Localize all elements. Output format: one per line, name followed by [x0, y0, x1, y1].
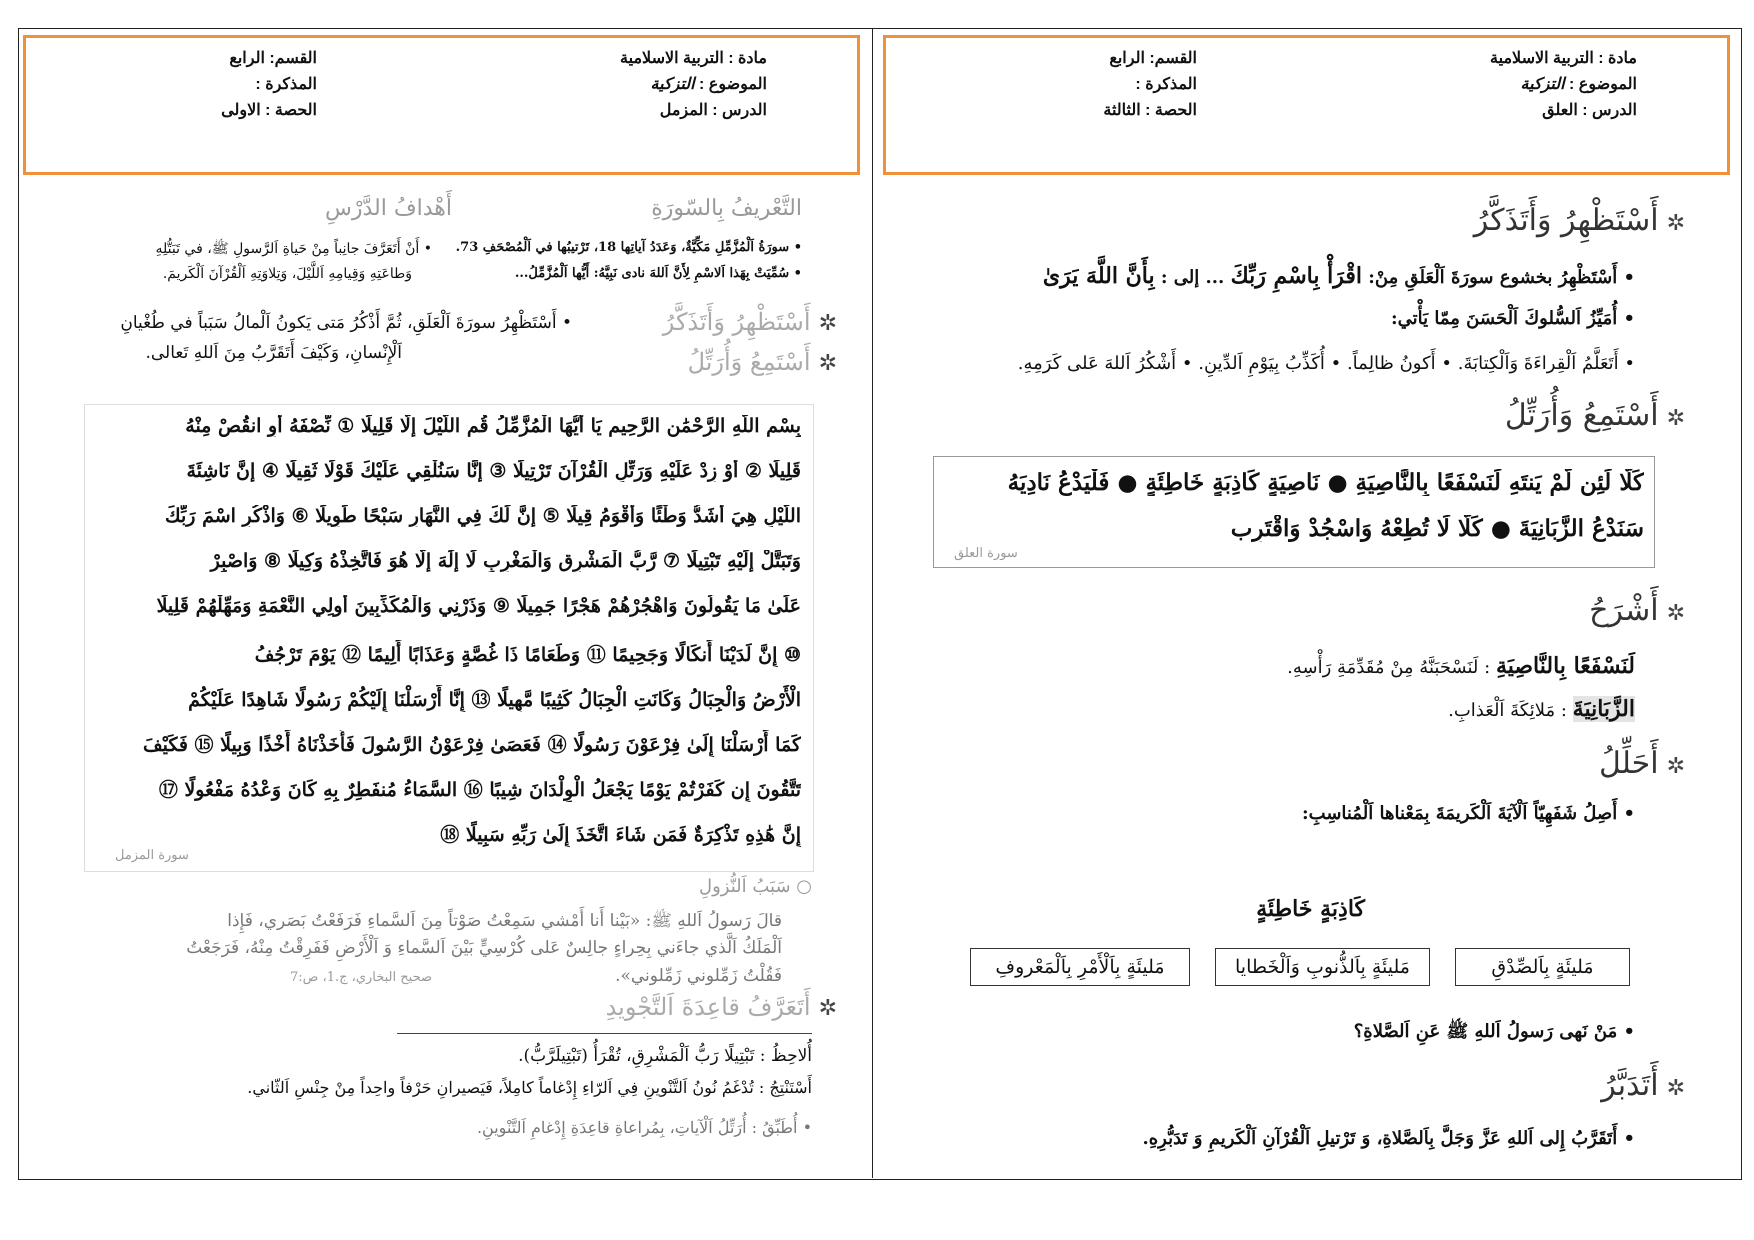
observe-line: أُلاحِظُ : تَبْتِيلًا رَبُّ اَلْمَشْرِقِ، تُقْرَأُ (تَبْتِيلَرَّبُّ).	[518, 1046, 812, 1066]
memo-label: المذكرة :	[1135, 76, 1197, 93]
section-tajweed: ✲أَتَعَرَّفُ قاعِدَةَ اَلتَّجْويدِ	[605, 993, 837, 1021]
section-analyze: ✲أَحَلِّلُ	[1599, 746, 1685, 781]
occasion-line-3: فَقُلْتُ زَمِّلوني زَمِّلوني».	[615, 966, 782, 986]
reflect-line: • أَتَقَرَّبُ إِلى اَللهِ عَزَّ وَجَلَّ بِاَلصَّلاةِ، وَ تَرْتيلِ اَلْقُرْآنِ اَلْكَريمِ وَ تَدَبُّرِهِ.	[1142, 1128, 1635, 1149]
subject-label: مادة : التربية الاسلامية	[620, 50, 767, 67]
star-icon: ✲	[818, 311, 837, 336]
memorize-line-2: اَلْإِنْسانِ، وَكَيْفَ أَتَقَرَّبُ مِنَ اَللهِ تَعالى.	[145, 343, 402, 363]
verse-line-8: كَمَا أَرْسَلْنَا إِلَىٰ فِرْعَوْنَ رَسُولًا ⑭ فَعَصَىٰ فِرْعَوْنُ الرَّسُولَ فَأَخَذْنَاهُ أَخْذًا وَبِيلًا ⑮ فَكَيْفَ	[142, 734, 801, 756]
goal-item-1: • أَنْ أَتَعَرَّفَ جانِباً مِنْ حَياةِ اَلرَّسولِ ﷺ، في تَبَتُّلِهِ	[155, 241, 432, 257]
verse-line-1: بِسْمِ اللَّهِ الرَّحْمَٰنِ الرَّحِيمِ يَا أَيُّهَا الْمُزَّمِّلُ قُمِ اللَّيْلَ إِلَّا قَلِيلًا ① نِّصْفَهُ أَوِ انقُصْ مِنْهُ	[185, 415, 801, 437]
section-memorize: ✲أَسْتَظْهِرُ وَأَتَذَكَّرُ	[1473, 203, 1685, 238]
right-header-col-meta	[1103, 46, 1197, 124]
surah-tag: سورة العلق	[954, 546, 1018, 561]
explain-row-2: الزَّبَانِيَةَ : مَلائِكَةَ اَلْعَذابِ.	[1448, 696, 1635, 722]
intro-item-1: • سورَةُ اَلْمُزَّمِّلِ مَكِّيَّةٌ، وَعَدَدُ آياتِها 18، تَرْتيبُها في اَلْمُصْحَفِ 73.	[455, 240, 802, 255]
explain-row-1: لَنَسْفَعًا بِالنَّاصِيَةِ : لَنَسْحَبَنَّهُ مِنْ مُقَدِّمَةِ رَأْسِهِ.	[1287, 653, 1635, 679]
option-sins: مَليئَةٍ بِاَلذُّنوبِ وَاَلْخَطايا	[1215, 948, 1430, 986]
tajweed-underline	[397, 1033, 812, 1034]
question-prayer: • مَنْ نَهى رَسولُ اَللهِ ﷺ عَنِ اَلصَّلاةِ؟	[1353, 1021, 1635, 1042]
section-explain: ✲أَشْرَحُ	[1589, 593, 1685, 628]
section-listen: ✲أَسْتَمِعُ وَأُرَتِّلُ	[1504, 398, 1685, 433]
memorize-line: • أَسْتَظْهِرُ بخشوع سورَةَ اَلْعَلَقِ مِنْ: اقْرَأْ بِاسْمِ رَبِّكَ ... إلى : بِأَنَّ اللَّهَ يَرَىٰ	[1042, 263, 1635, 289]
memorize-line-1: • أَسْتَظْهِرُ سورَةَ اَلْعَلَقِ، ثُمَّ أَذْكُرُ مَتى يَكونُ اَلْمالُ سَبَباً في طُغْيانِ	[120, 313, 572, 333]
verse-word: كَاذِبَةٍ خَاطِئَةٍ	[1256, 896, 1365, 922]
occasion-line-1: قالَ رَسولُ اَللهِ ﷺ: «بَيْنا أَنا أَمْشي سَمِعْتُ صَوْتاً مِنَ اَلسَّماءِ فَرَفَعْتُ بَصَري، فَإِذا	[227, 911, 782, 931]
verse-line-4: وَتَبَتَّلْ إِلَيْهِ تَبْتِيلًا ⑦ رَّبُّ الْمَشْرِقِ وَالْمَغْرِبِ لَا إِلَٰهَ إِلَّا هُوَ فَاتَّخِذْهُ وَكِيلًا ⑧ وَاصْبِرْ	[210, 550, 801, 572]
apply-line: • أُطَبِّقُ : أُرَتِّلُ اَلْآياتِ، بِمُراعاةِ قاعِدَةِ إِدْغامِ اَلتَّنْوينِ.	[476, 1118, 812, 1137]
left-header-box	[23, 35, 860, 175]
section-listen: ✲أَسْتَمِعُ وَأُرَتِّلُ	[687, 348, 837, 376]
star-icon: ✲	[818, 351, 837, 376]
verse-line-9: تَتَّقُونَ إِن كَفَرْتُمْ يَوْمًا يَجْعَلُ الْوِلْدَانَ شِيبًا ⑯ السَّمَاءُ مُنفَطِرٌ بِهِ كَانَ وَعْدُهُ مَفْعُولًا ⑰	[158, 779, 801, 801]
section-label: القسم: الرابع	[1109, 50, 1197, 67]
right-lesson-panel	[873, 28, 1740, 1178]
behaviors-line: • أَتَعَلَّمُ اَلْقِراءَةَ وَاَلْكِتابَةَ. • أَكونُ ظالِماً. • أُكَذِّبُ بِيَوْمِ اَلدِّينِ. • أَشْكُرُ اَللهَ عَلى كَرَمِهِ.	[1017, 353, 1635, 374]
option-good-deeds: مَليئَةٍ بِاَلْأَمْرِ بِاَلْمَعْروفِ	[970, 948, 1190, 986]
section-memorize: ✲أَسْتَظْهِرُ وَأَتَذَكَّرُ	[662, 308, 837, 336]
goals-title: أَهْدافُ الدَّرْسِ	[324, 196, 452, 221]
lesson-label: الدرس : المزمل	[659, 102, 767, 119]
surah-tag: سورة المزمل	[115, 848, 189, 863]
left-lesson-panel	[18, 28, 872, 1178]
distinguish-line: • أُمَيِّزُ اَلسُّلوكَ اَلْحَسَنَ مِمّا يَأْتي:	[1390, 308, 1635, 329]
session-label: الحصة : الثالثة	[1103, 102, 1197, 119]
verse-line-7: الْأَرْضُ وَالْجِبَالُ وَكَانَتِ الْجِبَالُ كَثِيبًا مَّهِيلًا ⑬ إِنَّا أَرْسَلْنَا إِلَيْكُمْ رَسُولًا شَاهِدًا عَلَيْكُمْ	[188, 689, 801, 711]
verse-line-6: ⑩ إِنَّ لَدَيْنَا أَنكَالًا وَجَحِيمًا ⑪ وَطَعَامًا ذَا غُصَّةٍ وَعَذَابًا أَلِيمًا ⑫ يَوْمَ تَرْجُفُ	[254, 644, 801, 666]
star-icon: ✲	[1666, 406, 1685, 431]
left-header-col-meta	[221, 46, 317, 124]
intro-title: التَّعْريفُ بِالسّورَةِ	[651, 196, 802, 221]
verse-line-2: قَلِيلًا ② أَوْ زِدْ عَلَيْهِ وَرَتِّلِ الْقُرْآنَ تَرْتِيلًا ③ إِنَّا سَنُلْقِي عَلَيْكَ قَوْلًا ثَقِيلًا ④ إِنَّ نَاشِئَةَ	[186, 460, 801, 482]
occasion-title: ○ سَبَبُ اَلنُّزولِ	[699, 876, 812, 897]
intro-item-2: • سُمِّيَتْ بِهَذا اَلاسْمِ لِأَنَّ اَللهَ نادى نَبِيَّهُ: أَيُّها اَلْمُزَّمِّلُ...	[514, 266, 802, 281]
muzzammil-verses-box	[84, 404, 814, 872]
left-header-col-main	[620, 46, 767, 124]
star-icon: ✲	[1666, 211, 1685, 236]
match-question: • أَصِلُ شَفَهِيّاً اَلْآيَةَ اَلْكَريمَةَ بِمَعْناها اَلْمُناسِبِ:	[1302, 803, 1635, 824]
star-icon: ✲	[1666, 1076, 1685, 1101]
conclude-line: أَسْتَنْتِجُ : تُدْغَمُ نُونُ اَلتَّنْوينِ فِي اَلرّاءِ إِدْغاماً كامِلاً، فَيَصيرانِ حَرْفاً واحِداً مِنْ جِنْسِ اَلثّاني.	[247, 1078, 812, 1097]
star-icon: ✲	[818, 996, 837, 1021]
topic-line: الموضوع : التزكية	[1520, 76, 1637, 93]
memo-label: المذكرة :	[255, 76, 317, 93]
verse-line-10: إِنَّ هَٰذِهِ تَذْكِرَةٌ فَمَن شَاءَ اتَّخَذَ إِلَىٰ رَبِّهِ سَبِيلًا ⑱	[440, 824, 801, 846]
alaq-verses-box	[933, 456, 1655, 568]
subject-label: مادة : التربية الاسلامية	[1490, 50, 1637, 67]
star-icon: ✲	[1666, 754, 1685, 779]
occasion-line-2: اَلْمَلَكُ اَلَّذي جاءَني بِحِراءٍ جالِسٌ عَلى كُرْسِيٍّ بَيْنَ اَلسَّماءِ وَ اَلْأَرْضِ فَفَرِقْتُ مِنْهُ، فَرَجَعْتُ	[186, 938, 782, 958]
goal-item-2: وَطاعَتِهِ وَقِيامِهِ اَللَّيْلَ، وَتِلاوَتِهِ اَلْقُرْآنَ اَلْكَريمَ.	[162, 266, 412, 282]
section-reflect: ✲أَتَدَبَّرُ	[1601, 1068, 1685, 1103]
hadith-source: صحيح البخاري، ج.1، ص:7	[289, 970, 432, 985]
topic-line: الموضوع : التزكية	[650, 76, 767, 93]
verse-line-2: سَنَدْعُ الزَّبَانِيَةَ ● كَلَّا لَا تُطِعْهُ وَاسْجُدْ وَاقْتَرِب	[1230, 515, 1644, 542]
verse-line-3: اللَّيْلِ هِيَ أَشَدُّ وَطْئًا وَأَقْوَمُ قِيلًا ⑤ إِنَّ لَكَ فِي النَّهَارِ سَبْحًا طَوِيلًا ⑥ وَاذْكُرِ اسْمَ رَبِّكَ	[164, 505, 801, 527]
star-icon: ✲	[1666, 601, 1685, 626]
right-header-box	[883, 35, 1730, 175]
verse-line-5: عَلَىٰ مَا يَقُولُونَ وَاهْجُرْهُمْ هَجْرًا جَمِيلًا ⑨ وَذَرْنِي وَالْمُكَذِّبِينَ أُولِي النَّعْمَةِ وَمَهِّلْهُمْ قَلِيلًا	[156, 595, 801, 617]
section-label: القسم: الرابع	[229, 50, 317, 67]
option-truth: مَليئَةٍ بِاَلصِّدْقِ	[1455, 948, 1630, 986]
session-label: الحصة : الاولى	[221, 102, 317, 119]
right-header-col-main	[1490, 46, 1637, 124]
verse-line-1: كَلَّا لَئِن لَّمْ يَنتَهِ لَنَسْفَعًا بِالنَّاصِيَةِ ● نَاصِيَةٍ كَاذِبَةٍ خَاطِئَةٍ ● فَلْيَدْعُ نَادِيَهُ	[1007, 469, 1644, 496]
lesson-label: الدرس : العلق	[1542, 102, 1637, 119]
